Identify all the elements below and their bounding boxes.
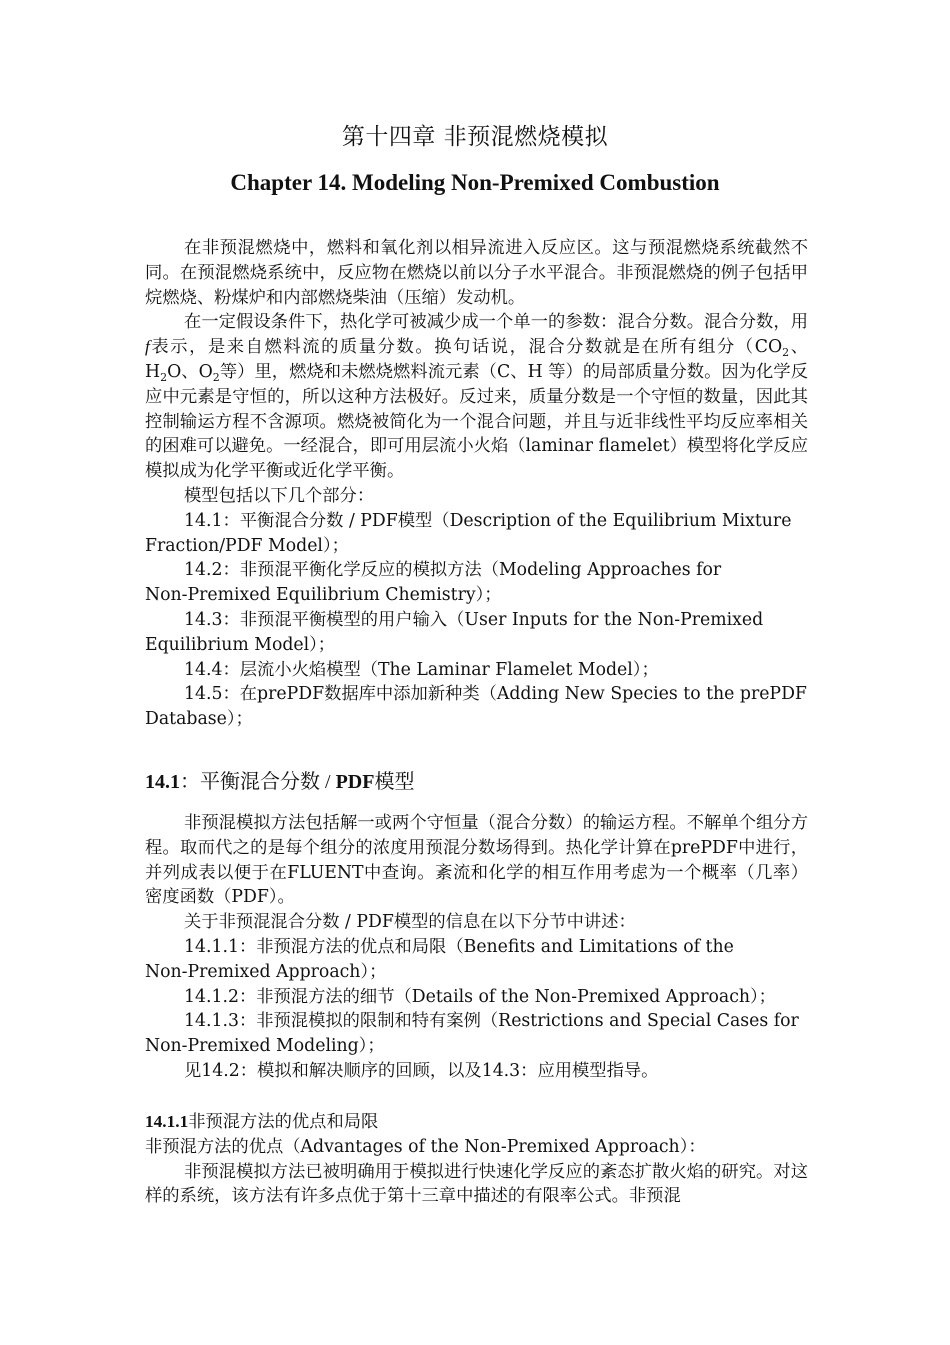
section-14-1-heading-block [145,770,808,795]
intro-paragraph-1: 在非预混燃烧中，燃料和氧化剂以相异流进入反应区。这与预混燃烧系统截然不同。在预混燃烧系统中，反应物在燃烧以前以分子水平混合。非预混燃烧的例子包括甲烷燃烧、粉煤炉和内部燃烧柴油（压缩）发动机。 [145,238,808,308]
toc-item-14-1[interactable]: 14.1：平衡混合分数 / PDF模型（Description of the Equilibrium Mixture Fraction/PDF Model）； [145,510,792,556]
toc-item-14-1-3[interactable]: 14.1.3：非预混模拟的限制和特有案例（Restrictions and Special Cases for Non-Premixed Modeling）； [145,1011,799,1057]
section-14-1-paragraph-2: 关于非预混混合分数 / PDF模型的信息在以下分节中讲述： [184,912,636,933]
chapter-title-english: Chapter 14. Modeling Non-Premixed Combustion [230,170,720,195]
toc-item-14-3[interactable]: 14.3：非预混平衡模型的用户输入（User Inputs for the Non-Premixed Equilibrium Model）； [145,609,764,655]
section-heading-14-1-1: 14.1.1非预混方法的优点和局限 [145,1112,379,1132]
subheading-advantages: 非预混方法的优点（Advantages of the Non-Premixed Approach）： [145,1136,706,1157]
intro-section [145,236,808,732]
section-14-1 [145,811,808,1084]
section-14-1-paragraph-1: 非预混模拟方法包括解一或两个守恒量（混合分数）的输运方程。不解单个组分方程。取而代之的是每个组分的浓度用预混分数场得到。热化学计算在prePDF中进行，并列成表以便于在FLUENT中查询。紊流和化学的相互作用考虑为一个概率（几率）密度函数（PDF）。 [145,813,808,908]
toc-item-14-4[interactable]: 14.4：层流小火焰模型（The Laminar Flamelet Model）； [184,659,659,680]
toc-item-14-1-1[interactable]: 14.1.1：非预混方法的优点和局限（Benefits and Limitations of the Non-Premixed Approach）； [145,936,734,982]
section-14-1-1-paragraph-1: 非预混模拟方法已被明确用于模拟进行快速化学反应的紊态扩散火焰的研究。对这样的系统，该方法有许多点优于第十三章中描述的有限率公式。非预混 [145,1161,808,1207]
toc-item-14-2[interactable]: 14.2：非预混平衡化学反应的模拟方法（Modeling Approaches for Non-Premixed Equilibrium Chemistry）； [145,560,722,606]
section-heading-14-1: 14.1：平衡混合分数 / PDF模型 [145,771,415,793]
toc-item-14-5[interactable]: 14.5：在prePDF数据库中添加新种类（Adding New Species to the prePDF Database）； [145,684,807,730]
intro-paragraph-3: 模型包括以下几个部分： [184,485,375,506]
chapter-title-chinese: 第十四章 非预混燃烧模拟 [341,124,609,150]
section-14-1-paragraph-3: 见14.2：模拟和解决顺序的回顾，以及14.3：应用模型指导。 [184,1060,659,1081]
section-14-1-1 [145,1110,808,1209]
toc-item-14-1-2[interactable]: 14.1.2：非预混方法的细节（Details of the Non-Premixed Approach）； [184,986,776,1007]
intro-paragraph-2: 在一定假设条件下，热化学可被减少成一个单一的参数：混合分数。混合分数，用f表示，是来自燃料流的质量分数。换句话说，混合分数就是在所有组分（$CO_2$、$H_2O$、$O_2$等）里，燃烧和未燃烧燃料流元素（C、H 等）的局部质量分数。因为化学反应中元素是守恒的，所以这种方法极好。反过来，质量分数是一个守恒的数量，因此其控制输运方程不含源项。燃烧被简化为一个混合问题，并且与近非线性平均反应率相关的困难可以避免。一经混合，即可用层流小火焰（laminar flamelet）模型将化学反应模拟成为化学平衡或近化学平衡。 [145,312,808,482]
